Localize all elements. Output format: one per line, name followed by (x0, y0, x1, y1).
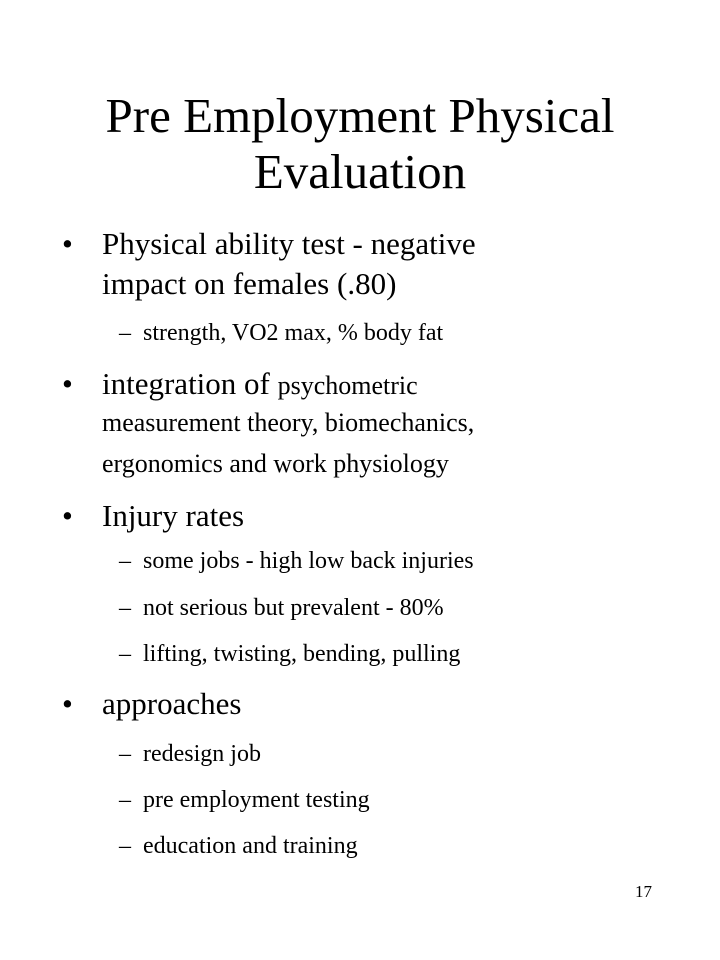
title-line-2: Evaluation (253, 144, 467, 199)
dash-marker: – (119, 548, 131, 574)
dash-marker: – (119, 641, 131, 667)
dash-marker: – (119, 833, 131, 859)
bullet-marker: • (62, 226, 73, 261)
bullet-text: impact on females (.80) (102, 266, 397, 301)
title-line-1: Pre Employment Physical (105, 88, 615, 143)
dash-marker: – (119, 787, 131, 813)
sub-bullet-text: pre employment testing (143, 787, 370, 813)
sub-bullet-text: some jobs - high low back injuries (143, 548, 474, 574)
sub-bullet-text: redesign job (143, 741, 261, 767)
bullet-text: Physical ability test - negative (102, 226, 476, 261)
sub-bullet-text: strength, VO2 max, % body fat (143, 320, 444, 346)
sub-bullet-text: not serious but prevalent - 80% (143, 595, 444, 621)
bullet-text: ergonomics and work physiology (102, 449, 449, 478)
page-number: 17 (635, 882, 652, 901)
bullet-text (102, 364, 418, 406)
dash-marker: – (119, 595, 131, 621)
bullet-text: Injury rates (102, 498, 245, 533)
bullet-marker: • (62, 686, 73, 721)
sub-bullet-text: lifting, twisting, bending, pulling (143, 641, 461, 667)
bullet-marker: • (62, 366, 73, 401)
bullet-text: approaches (102, 686, 242, 721)
bullet-text-small: psychometric (277, 371, 418, 400)
sub-bullet-text: education and training (143, 833, 358, 859)
dash-marker: – (119, 741, 131, 767)
bullet-text: measurement theory, biomechanics, (102, 408, 475, 437)
bullet-text-large: integration of (102, 366, 278, 401)
dash-marker: – (119, 320, 131, 346)
bullet-marker: • (62, 498, 73, 533)
